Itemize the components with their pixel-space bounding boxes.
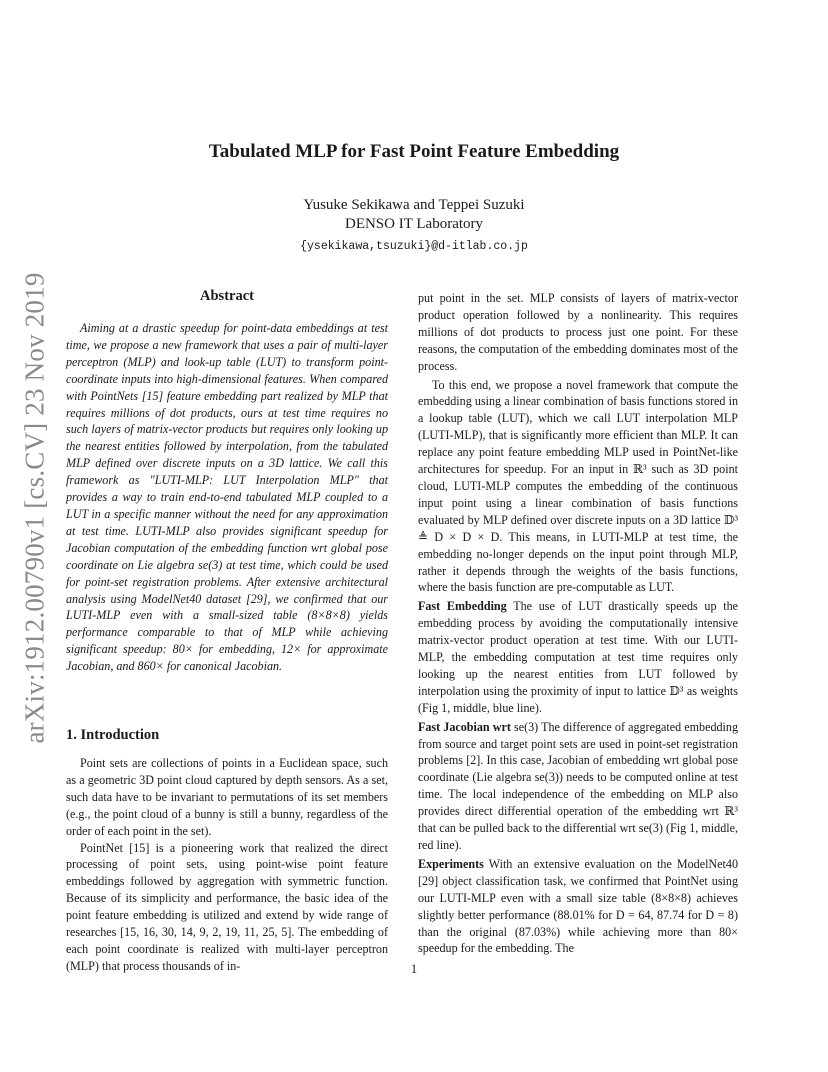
right-column-body — [418, 290, 738, 957]
intro-paragraph-1: Point sets are collections of points in a Euclidean space, such as a geometric 3D point cloud captured by depth sensors. As a set, such data have to be invariant to permutations of its set members (e.g., the point cloud of a bunny is still a bunny, regardless of the order of each point in the set). — [66, 756, 388, 838]
paper-title: Tabulated MLP for Fast Point Feature Embedding — [208, 141, 620, 162]
abstract-heading: Abstract — [200, 288, 254, 304]
affiliation: DENSO IT Laboratory — [344, 216, 484, 232]
right-paragraph-continued: put point in the set. MLP consists of layers of matrix-vector product operation followed by a nonlinearity. This requires millions of dot products to process just one point. For these reasons, the computation of the embedding dominates most of the process. — [418, 291, 738, 373]
author-email: {ysekikawa,tsuzuki}@d-itlab.co.jp — [300, 240, 528, 253]
fast-jacobian-paragraph — [418, 719, 738, 854]
abstract-text: Aiming at a drastic speedup for point-data embeddings at test time, we propose a new framework that uses a pair of multi-layer perceptron (MLP) and look-up table (LUT) to transform point-coordinate inputs into high-dimensional features. When compared with PointNets [15] feature embedding part realized by MLP that requires millions of dot products, ours at test time requires no such layers of matrix-vector products but requires only looking up the nearest entities followed by interpolation, from the tabulated MLP defined over discrete inputs on a 3D lattice. We call this framework as "LUTI-MLP: LUT Interpolation MLP" that provides a way to train end-to-end tabulated MLP coupled to a LUT in a specific manner without the need for any approximation at test time. LUTI-MLP also provides significant speedup for Jacobian computation of the embedding function wrt global pose coordinate on Lie algebra se(3) at test time, which could be used for point-set registration problems. After extensive architectural analysis using ModelNet40 dataset [29], we confirmed that our LUTI-MLP even with a small-sized table (8×8×8) yields performance comparable to that of MLP while achieving significant speedup: 80× for embedding, 12× for approximate Jacobian, and 860× for canonical Jacobian. — [66, 321, 388, 674]
introduction-heading: 1. Introduction — [66, 727, 160, 743]
experiments-heading: Experiments — [418, 856, 484, 871]
fast-embedding-heading: Fast Embedding — [418, 599, 507, 614]
fast-jacobian-text: se(3) The difference of aggregated embedding from source and target point sets are used in point-set registration problems [2]. In this case, Jacobian of embedding wrt global pose coordinate (Lie algebra se(3)) needs to be computed online at test time. The local independence of the embedding on MLP also provides direct differential operation of the embedding wrt ℝ³ that can be pulled back to the differential wrt se(3) (Fig 1, middle, red line). — [418, 719, 738, 852]
fast-embedding-paragraph — [418, 598, 738, 716]
arxiv-identifier: arXiv:1912.00790v1 [cs.CV] 23 Nov 2019 — [19, 272, 50, 744]
author-block — [0, 196, 828, 256]
experiments-text: With an extensive evaluation on the ModelNet40 [29] object classification task, we confirmed that PointNet using our LUTI-MLP even with a small size table (8×8×8) achieves slightly better performance (88.01% for D = 64, 87.74 for D = 8) than the original (87.03%) while achieving more than 80× speedup for the embedding. The — [418, 856, 738, 956]
introduction-body — [66, 755, 388, 975]
page-number: 1 — [410, 962, 418, 976]
fast-embedding-text: The use of LUT drastically speeds up the embedding process by avoiding the computationally intensive matrix-vector product operation at test time. With our LUTI-MLP, the embedding computation at test time requires only looking up the nearest entities from LUT followed by interpolation using the proximity of input to lattice 𝔻³ as weights (Fig 1, middle, blue line). — [418, 599, 739, 715]
experiments-paragraph — [418, 856, 738, 957]
intro-paragraph-2: PointNet [15] is a pioneering work that realized the direct processing of point sets, using point-wise point feature embeddings followed by aggregation with symmetric function. Because of its simplicity and performance, the basic idea of the point feature embedding is utilized and extend by wide range of researches [15, 16, 30, 14, 9, 2, 19, 11, 25, 5]. The embedding of each point coordinate is realized with multi-layer perceptron (MLP) that process thousands of in- — [66, 840, 388, 973]
author-names: Yusuke Sekikawa and Teppei Suzuki — [303, 197, 525, 213]
right-paragraph-framework: To this end, we propose a novel framework that compute the embedding using a linear combination of basis functions stored in a lookup table (LUT), which we call LUT interpolation MLP (LUTI-MLP), that is significantly more efficient than MLP. It can replace any point feature embedding MLP used in PointNet-like architectures for speedup. For an input in ℝ³ such as 3D point cloud, LUTI-MLP computes the embedding of the continuous input point using a linear combination of basis functions evaluated by MLP defined over discrete inputs on a 3D lattice 𝔻³ ≜ D × D × D. This means, in LUTI-MLP at test time, the embedding no-longer depends on the input point through MLP, rather it depends through the weights of the basis functions, where the basis function are pre-computable as LUT. — [418, 377, 738, 595]
arxiv-side-stamp — [18, 272, 52, 744]
fast-jacobian-heading: Fast Jacobian wrt — [418, 719, 511, 734]
